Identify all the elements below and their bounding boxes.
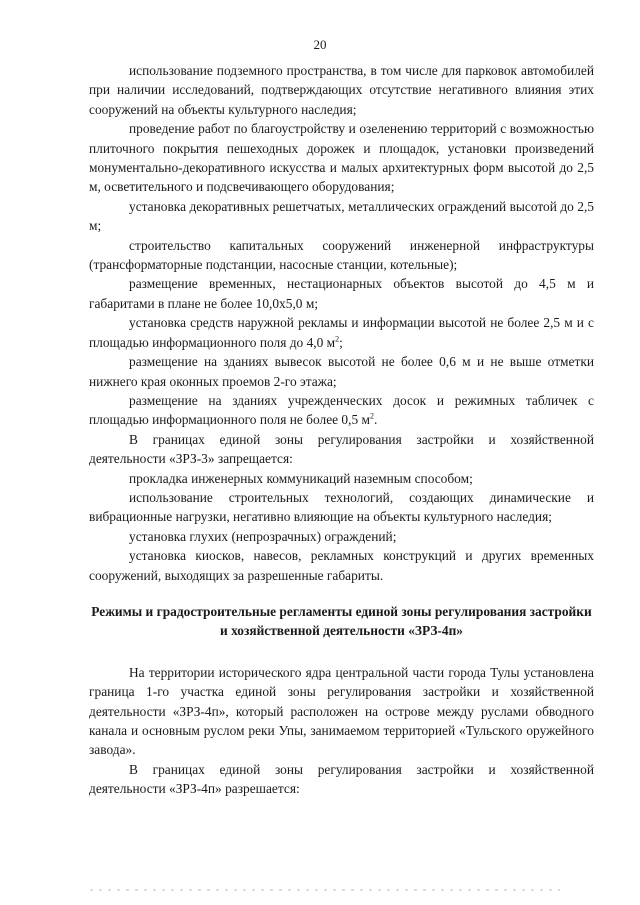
paragraph-territory: На территории исторического ядра центральной части города Тулы установлена граница 1-го участка единой зоны регулирования застройки и хозяйственной деятельности «ЗРЗ-4п», который расположен на острове между руслами обводного канала и основным руслом реки Упы, занимаемом территорией «Тульского оружейного завода». (89, 664, 594, 758)
paragraph-infrastructure: строительство капитальных сооружений инженерной инфраструктуры (трансформаторные подстанции, насосные станции, котельные); (89, 237, 594, 273)
paragraph-construction-tech: использование строительных технологий, создающих динамические и вибрационные нагрузки, негативно влияющие на объекты культурного наследия; (89, 489, 594, 525)
scan-artifact-line (90, 889, 560, 891)
paragraph-underground: использование подземного пространства, в том числе для парковок автомобилей при наличии исследований, подтверждающих отсутствие негативного влияния этих сооружений на объекты культурного наследия; (89, 63, 594, 117)
paragraph-kiosks: установка киосков, навесов, рекламных конструкций и других временных сооружений, выходящих за разрешенные габариты. (89, 548, 594, 583)
boards-superscript: 2 (370, 411, 374, 421)
advertising-superscript: 2 (335, 334, 340, 344)
section-heading: Режимы и градостроительные регламенты единой зоны регулирования застройки и хозяйственной деятельности «ЗРЗ-4п» (91, 603, 592, 639)
document-body (89, 61, 594, 799)
paragraph-zrz4p-allowed: В границах единой зоны регулирования застройки и хозяйственной деятельности «ЗРЗ-4п» разрешается: (89, 761, 594, 797)
paragraph-boards (89, 391, 594, 430)
advertising-tail: ; (339, 334, 343, 350)
paragraph-signs: размещение на зданиях вывесок высотой не более 0,6 м и не выше отметки нижнего края оконных проемов 2-го этажа; (89, 354, 594, 389)
paragraph-fences: установка декоративных решетчатых, металлических ограждений высотой до 2,5 м; (89, 198, 594, 234)
paragraph-advertising (89, 313, 594, 352)
paragraph-zrz3-prohibited: В границах единой зоны регулирования застройки и хозяйственной деятельности «ЗРЗ-3» запрещается: (89, 431, 594, 467)
advertising-text: установка средств наружной рекламы и информации высотой не более 2,5 м и с площадью информационного поля до 4,0 м (89, 315, 594, 350)
paragraph-ground-utilities: прокладка инженерных коммуникаций наземным способом; (129, 470, 473, 486)
paragraph-landscaping: проведение работ по благоустройству и озеленению территорий с возможностью плиточного покрытия пешеходных дорожек и площадок, установки произведений монументально-декоративного искусства и малых архитектурных форм высотой до 2,5 м, осветительного и подсвечивающего оборудования; (89, 121, 594, 195)
paragraph-temporary-objects: размещение временных, нестационарных объектов высотой до 4,5 м и габаритами в плане не более 10,0х5,0 м; (89, 276, 594, 311)
paragraph-blind-fences: установка глухих (непрозрачных) ограждений; (129, 528, 397, 544)
page-number: 20 (313, 37, 327, 52)
boards-text: размещение на зданиях учрежденческих досок и режимных табличек с площадью информационного поля не более 0,5 м (89, 392, 594, 428)
boards-tail: . (374, 412, 378, 428)
